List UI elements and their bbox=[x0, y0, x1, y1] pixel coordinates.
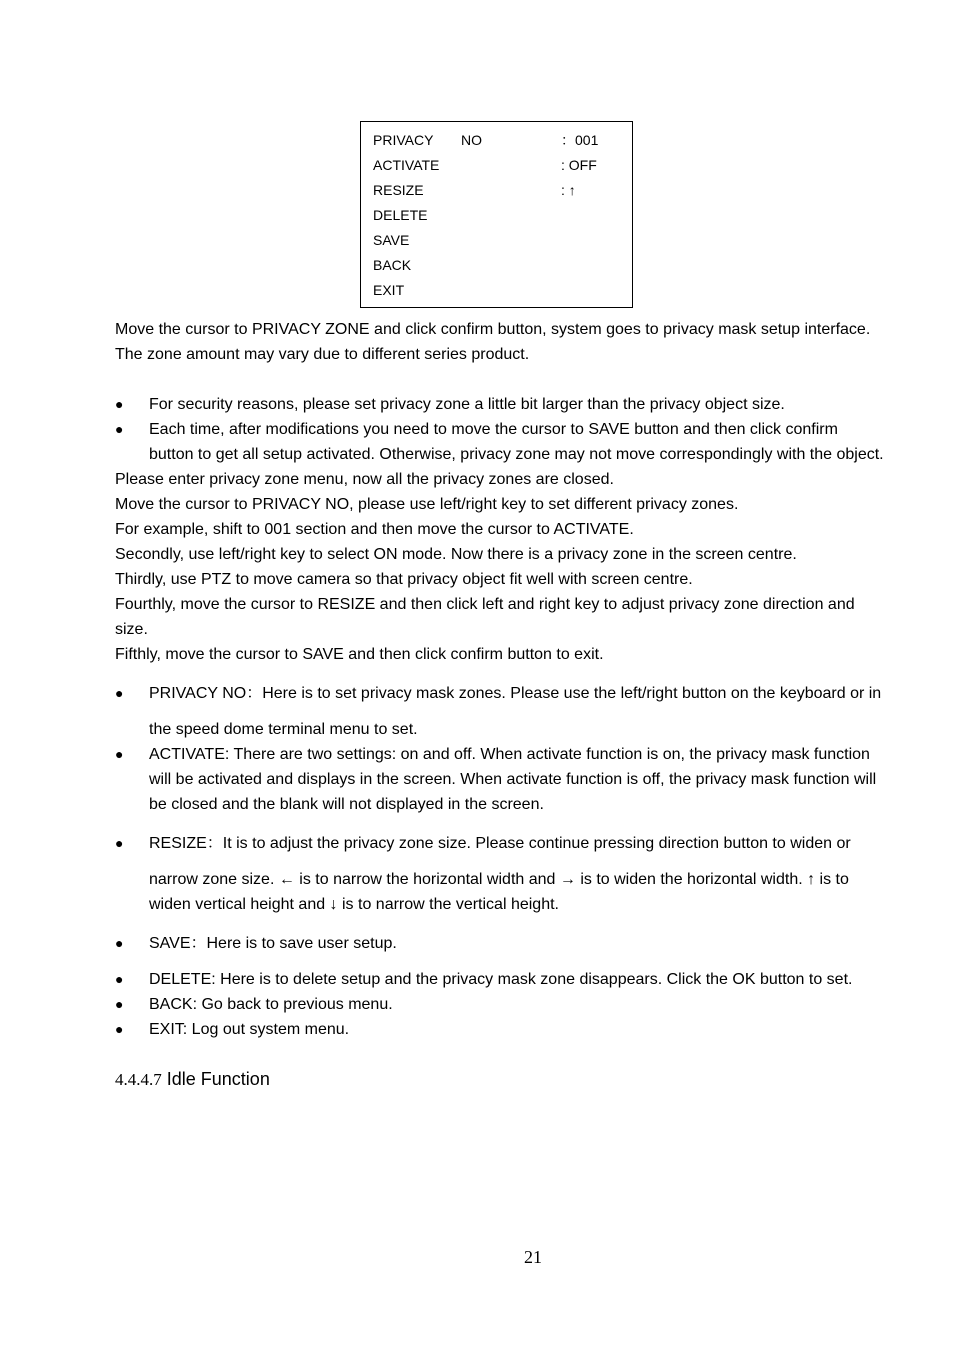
privacy-menu-box bbox=[360, 121, 633, 308]
menu-label: RESIZE bbox=[373, 182, 424, 198]
bullet-dot-icon: ● bbox=[115, 971, 124, 987]
intro-line: The zone amount may vary due to different series product. bbox=[115, 346, 530, 363]
item-text: RESIZE：It is to adjust the privacy zone size. Please continue pressing direction button to widen or bbox=[149, 835, 851, 852]
step-line: Move the cursor to PRIVACY NO, please use left/right key to set different privacy zones. bbox=[115, 496, 739, 513]
item-text: DELETE: Here is to delete setup and the privacy mask zone disappears. Click the OK button to set. bbox=[149, 971, 853, 988]
menu-label: SAVE bbox=[373, 232, 410, 248]
bullet-dot-icon: ● bbox=[115, 1021, 124, 1037]
step-line: Please enter privacy zone menu, now all the privacy zones are closed. bbox=[115, 471, 614, 488]
item-text-continued: narrow zone size. ← is to narrow the horizontal width and → is to widen the horizontal width. ↑ is to bbox=[149, 871, 849, 888]
section-heading bbox=[115, 1067, 270, 1092]
item-text-continued: widen vertical height and ↓ is to narrow the vertical height. bbox=[149, 896, 559, 913]
menu-label: ACTIVATE bbox=[373, 157, 440, 173]
menu-sublabel: NO bbox=[461, 132, 482, 148]
item-text: ACTIVATE: There are two settings: on and off. When activate function is on, the privacy mask function bbox=[149, 746, 870, 763]
bullet-dot-icon: ● bbox=[115, 685, 124, 701]
step-line: Thirdly, use PTZ to move camera so that privacy object fit well with screen centre. bbox=[115, 571, 693, 588]
step-line: Fifthly, move the cursor to SAVE and then click confirm button to exit. bbox=[115, 646, 604, 663]
item-text: EXIT: Log out system menu. bbox=[149, 1021, 350, 1038]
menu-label: EXIT bbox=[373, 282, 405, 298]
menu-row-delete bbox=[373, 205, 623, 225]
bullet-dot-icon: ● bbox=[115, 746, 124, 762]
step-line: Secondly, use left/right key to select ON mode. Now there is a privacy zone in the screen centre. bbox=[115, 546, 797, 563]
note-text-continued: button to get all setup activated. Otherwise, privacy zone may not move correspondingly with the object. bbox=[149, 446, 884, 463]
item-text-continued: the speed dome terminal menu to set. bbox=[149, 721, 418, 738]
menu-row-exit bbox=[373, 280, 623, 300]
menu-value: ：001 bbox=[561, 132, 599, 148]
section-number: 4.4.4.7 bbox=[115, 1070, 162, 1089]
menu-row-resize bbox=[373, 180, 623, 200]
page-number: 21 bbox=[524, 1247, 542, 1267]
bullet-dot-icon: ● bbox=[115, 935, 124, 951]
step-line: Fourthly, move the cursor to RESIZE and then click left and right key to adjust privacy zone direction and bbox=[115, 596, 855, 613]
step-line: size. bbox=[115, 621, 148, 638]
menu-label: DELETE bbox=[373, 207, 428, 223]
menu-row-activate bbox=[373, 155, 623, 175]
bullet-dot-icon: ● bbox=[115, 421, 124, 437]
menu-row-save bbox=[373, 230, 623, 250]
intro-line: Move the cursor to PRIVACY ZONE and click confirm button, system goes to privacy mask setup interface. bbox=[115, 321, 871, 338]
item-text: SAVE：Here is to save user setup. bbox=[149, 935, 397, 952]
item-text: BACK: Go back to previous menu. bbox=[149, 996, 393, 1013]
item-text-continued: will be activated and displays in the screen. When activate function is off, the privacy mask function will bbox=[149, 771, 877, 788]
step-line: For example, shift to 001 section and then move the cursor to ACTIVATE. bbox=[115, 521, 634, 538]
bullet-dot-icon: ● bbox=[115, 835, 124, 851]
item-text-continued: be closed and the blank will not displayed in the screen. bbox=[149, 796, 544, 813]
menu-row-back bbox=[373, 255, 623, 275]
menu-value: : ↑ bbox=[561, 182, 576, 198]
menu-value: : OFF bbox=[561, 157, 597, 173]
bullet-dot-icon: ● bbox=[115, 396, 124, 412]
section-title: Idle Function bbox=[166, 1069, 270, 1089]
note-text: For security reasons, please set privacy zone a little bit larger than the privacy object size. bbox=[149, 396, 785, 413]
note-text: Each time, after modifications you need to move the cursor to SAVE button and then click confirm bbox=[149, 421, 838, 438]
menu-label: BACK bbox=[373, 257, 412, 273]
bullet-dot-icon: ● bbox=[115, 996, 124, 1012]
menu-label: PRIVACY bbox=[373, 132, 434, 148]
menu-row-privacy-no bbox=[373, 130, 623, 150]
item-text: PRIVACY NO：Here is to set privacy mask zones. Please use the left/right button on the keyboard or in bbox=[149, 685, 882, 702]
